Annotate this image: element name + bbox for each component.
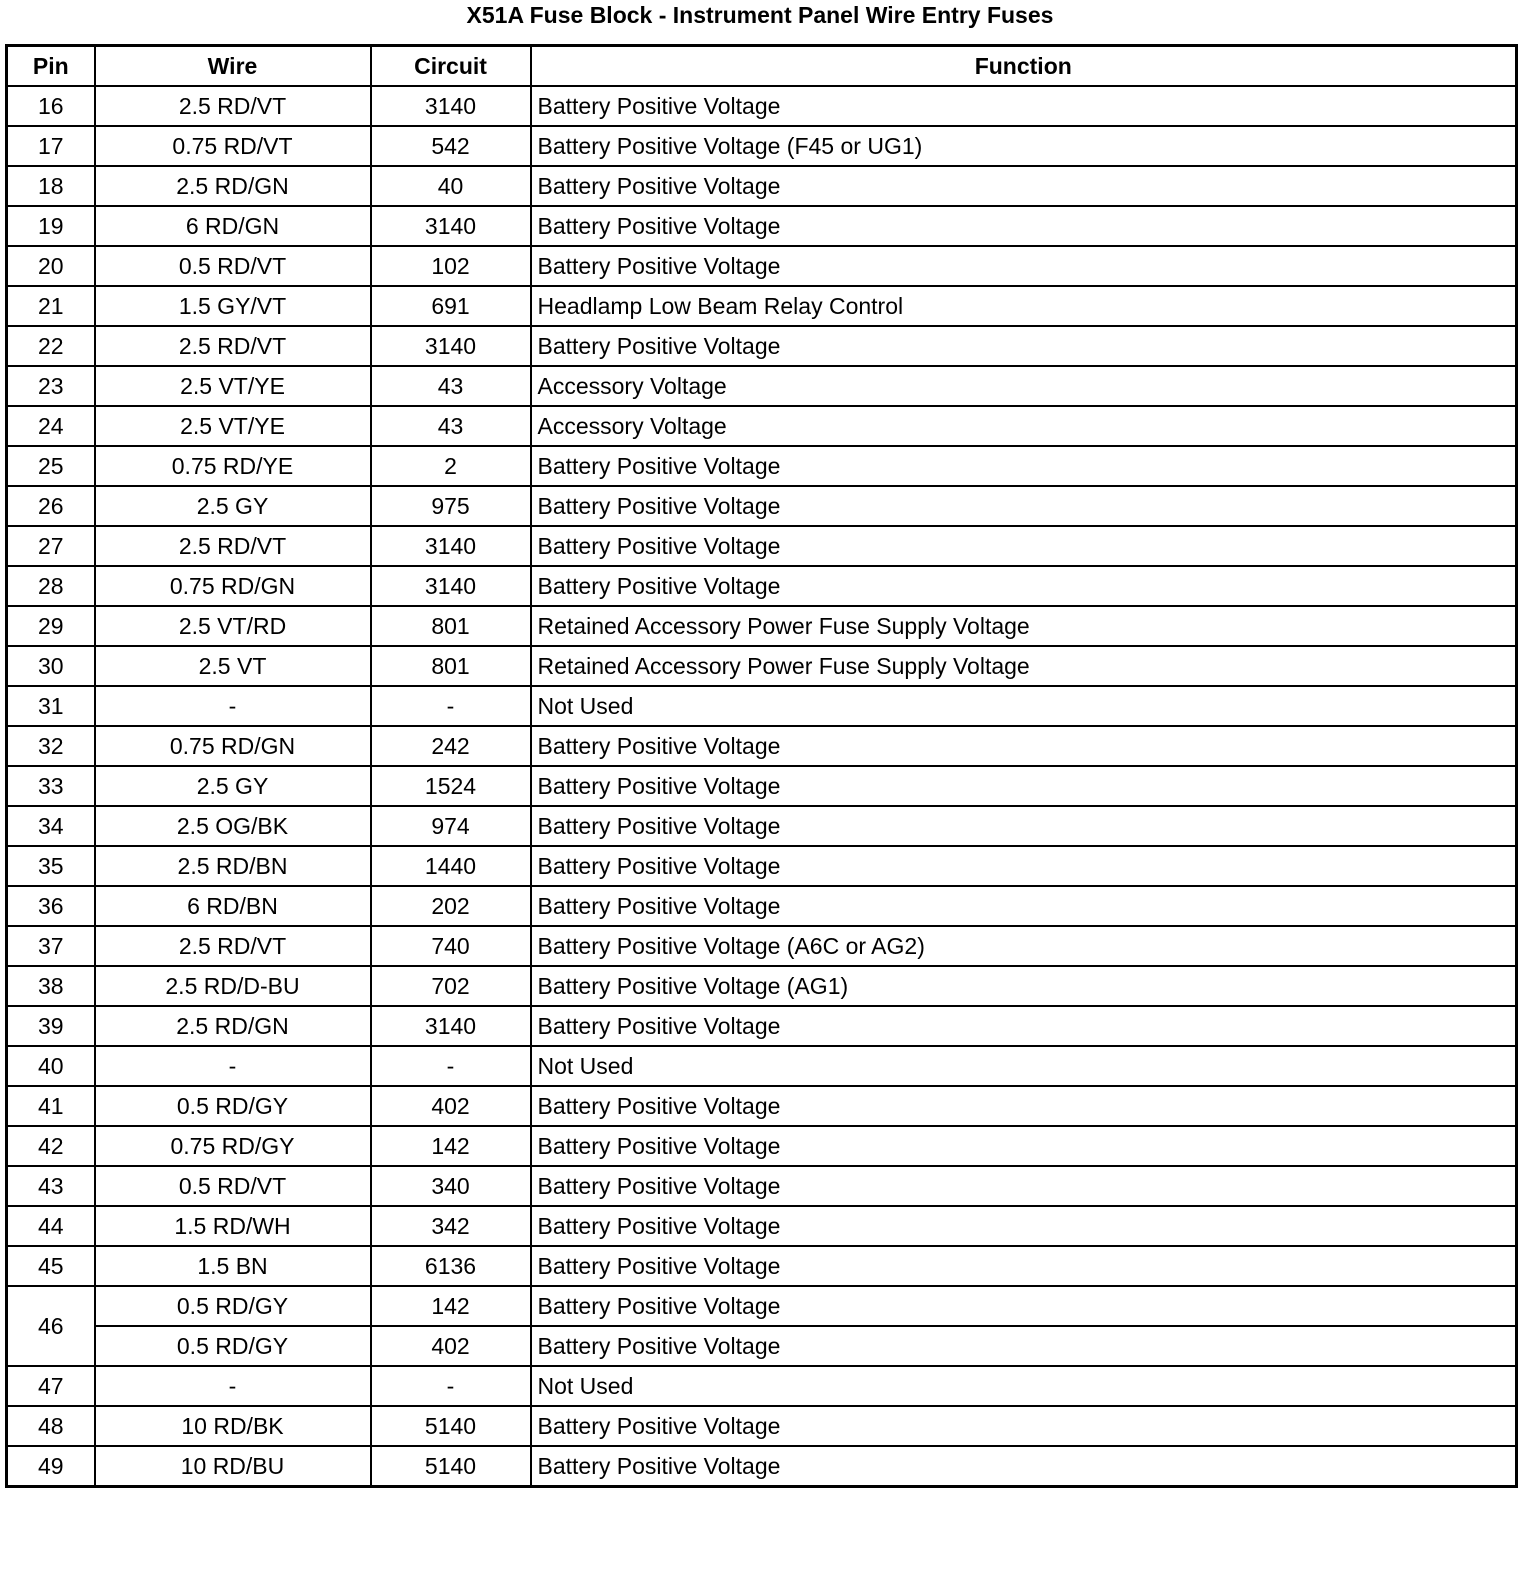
- function-cell: Battery Positive Voltage (A6C or AG2): [531, 926, 1517, 966]
- function-cell: Retained Accessory Power Fuse Supply Voltage: [531, 606, 1517, 646]
- table-row: [7, 846, 1517, 886]
- circuit-cell: 40: [371, 166, 531, 206]
- wire-cell: -: [95, 1366, 371, 1406]
- header-row: [7, 46, 1517, 87]
- circuit-cell: 1524: [371, 766, 531, 806]
- wire-cell: 10 RD/BK: [95, 1406, 371, 1446]
- circuit-cell: 3140: [371, 566, 531, 606]
- table-row: [7, 686, 1517, 726]
- circuit-cell: 691: [371, 286, 531, 326]
- pin-cell: 26: [7, 486, 95, 526]
- pin-cell: 32: [7, 726, 95, 766]
- wire-cell: 2.5 RD/VT: [95, 526, 371, 566]
- pin-cell: 19: [7, 206, 95, 246]
- table-row: [7, 1246, 1517, 1286]
- circuit-cell: 202: [371, 886, 531, 926]
- pin-cell: 21: [7, 286, 95, 326]
- function-cell: Battery Positive Voltage: [531, 566, 1517, 606]
- wire-cell: 2.5 RD/GN: [95, 166, 371, 206]
- function-cell: Battery Positive Voltage: [531, 1206, 1517, 1246]
- wire-cell: 2.5 VT: [95, 646, 371, 686]
- function-cell: Battery Positive Voltage: [531, 166, 1517, 206]
- pin-cell: 35: [7, 846, 95, 886]
- circuit-cell: 402: [371, 1086, 531, 1126]
- table-row: [7, 206, 1517, 246]
- pin-cell: 39: [7, 1006, 95, 1046]
- wire-cell: 2.5 RD/D-BU: [95, 966, 371, 1006]
- wire-cell: 0.5 RD/GY: [95, 1086, 371, 1126]
- table-row: [7, 1046, 1517, 1086]
- pin-cell: 16: [7, 86, 95, 126]
- function-cell: Battery Positive Voltage: [531, 446, 1517, 486]
- function-cell: Battery Positive Voltage: [531, 86, 1517, 126]
- page-title: X51A Fuse Block - Instrument Panel Wire Entry Fuses: [466, 2, 1054, 28]
- function-cell: Battery Positive Voltage: [531, 1126, 1517, 1166]
- pin-cell: 17: [7, 126, 95, 166]
- header-circuit: Circuit: [371, 46, 531, 87]
- wire-cell: 1.5 BN: [95, 1246, 371, 1286]
- table-row: [7, 1126, 1517, 1166]
- pin-cell: 36: [7, 886, 95, 926]
- pin-cell: 49: [7, 1446, 95, 1487]
- wire-cell: 0.5 RD/VT: [95, 246, 371, 286]
- table-row: [7, 1286, 1517, 1326]
- function-cell: Battery Positive Voltage: [531, 1246, 1517, 1286]
- circuit-cell: -: [371, 1366, 531, 1406]
- pin-cell: 27: [7, 526, 95, 566]
- pin-cell: 47: [7, 1366, 95, 1406]
- table-row: [7, 1446, 1517, 1487]
- function-cell: Not Used: [531, 686, 1517, 726]
- function-cell: Battery Positive Voltage: [531, 726, 1517, 766]
- table-row: [7, 1366, 1517, 1406]
- function-cell: Battery Positive Voltage: [531, 846, 1517, 886]
- function-cell: Retained Accessory Power Fuse Supply Voltage: [531, 646, 1517, 686]
- circuit-cell: 43: [371, 406, 531, 446]
- table-row: [7, 326, 1517, 366]
- table-body: [7, 86, 1517, 1487]
- pin-cell: 45: [7, 1246, 95, 1286]
- circuit-cell: -: [371, 686, 531, 726]
- wire-cell: 2.5 GY: [95, 486, 371, 526]
- circuit-cell: 801: [371, 646, 531, 686]
- header-function: Function: [531, 46, 1517, 87]
- function-cell: Battery Positive Voltage: [531, 1006, 1517, 1046]
- circuit-cell: 3140: [371, 206, 531, 246]
- circuit-cell: 1440: [371, 846, 531, 886]
- table-row: [7, 166, 1517, 206]
- wire-cell: 2.5 VT/YE: [95, 366, 371, 406]
- pin-cell: 44: [7, 1206, 95, 1246]
- function-cell: Battery Positive Voltage: [531, 526, 1517, 566]
- function-cell: Battery Positive Voltage: [531, 806, 1517, 846]
- table-row: [7, 1326, 1517, 1366]
- circuit-cell: 974: [371, 806, 531, 846]
- function-cell: Battery Positive Voltage: [531, 326, 1517, 366]
- pin-cell: 46: [7, 1286, 95, 1366]
- wire-cell: 0.5 RD/VT: [95, 1166, 371, 1206]
- pin-cell: 34: [7, 806, 95, 846]
- circuit-cell: 3140: [371, 86, 531, 126]
- circuit-cell: -: [371, 1046, 531, 1086]
- table-row: [7, 606, 1517, 646]
- wire-cell: 0.5 RD/GY: [95, 1286, 371, 1326]
- table-row: [7, 1086, 1517, 1126]
- wire-cell: 6 RD/BN: [95, 886, 371, 926]
- table-row: [7, 966, 1517, 1006]
- pin-cell: 24: [7, 406, 95, 446]
- wire-cell: 1.5 RD/WH: [95, 1206, 371, 1246]
- pin-cell: 43: [7, 1166, 95, 1206]
- function-cell: Battery Positive Voltage: [531, 1446, 1517, 1487]
- function-cell: Accessory Voltage: [531, 406, 1517, 446]
- pin-cell: 33: [7, 766, 95, 806]
- table-row: [7, 1206, 1517, 1246]
- wire-cell: 0.75 RD/VT: [95, 126, 371, 166]
- table-row: [7, 886, 1517, 926]
- table-row: [7, 486, 1517, 526]
- wire-cell: 6 RD/GN: [95, 206, 371, 246]
- pin-cell: 31: [7, 686, 95, 726]
- circuit-cell: 975: [371, 486, 531, 526]
- wire-cell: 0.75 RD/GN: [95, 566, 371, 606]
- pin-cell: 25: [7, 446, 95, 486]
- table-row: [7, 246, 1517, 286]
- wire-cell: 0.75 RD/YE: [95, 446, 371, 486]
- pin-cell: 41: [7, 1086, 95, 1126]
- circuit-cell: 3140: [371, 1006, 531, 1046]
- wire-cell: 2.5 RD/VT: [95, 86, 371, 126]
- function-cell: Headlamp Low Beam Relay Control: [531, 286, 1517, 326]
- circuit-cell: 5140: [371, 1446, 531, 1487]
- table-row: [7, 286, 1517, 326]
- function-cell: Battery Positive Voltage: [531, 1086, 1517, 1126]
- circuit-cell: 542: [371, 126, 531, 166]
- wire-cell: 2.5 RD/VT: [95, 326, 371, 366]
- pin-cell: 30: [7, 646, 95, 686]
- circuit-cell: 2: [371, 446, 531, 486]
- pin-cell: 20: [7, 246, 95, 286]
- circuit-cell: 340: [371, 1166, 531, 1206]
- wire-cell: -: [95, 1046, 371, 1086]
- function-cell: Battery Positive Voltage: [531, 766, 1517, 806]
- wire-cell: 2.5 VT/YE: [95, 406, 371, 446]
- pin-cell: 22: [7, 326, 95, 366]
- function-cell: Battery Positive Voltage: [531, 1406, 1517, 1446]
- wire-cell: -: [95, 686, 371, 726]
- pin-cell: 28: [7, 566, 95, 606]
- header-wire: Wire: [95, 46, 371, 87]
- function-cell: Battery Positive Voltage (F45 or UG1): [531, 126, 1517, 166]
- table-row: [7, 1406, 1517, 1446]
- pin-cell: 42: [7, 1126, 95, 1166]
- wire-cell: 0.75 RD/GY: [95, 1126, 371, 1166]
- circuit-cell: 342: [371, 1206, 531, 1246]
- table-row: [7, 366, 1517, 406]
- circuit-cell: 3140: [371, 326, 531, 366]
- function-cell: Not Used: [531, 1046, 1517, 1086]
- circuit-cell: 6136: [371, 1246, 531, 1286]
- wire-cell: 1.5 GY/VT: [95, 286, 371, 326]
- function-cell: Not Used: [531, 1366, 1517, 1406]
- table-row: [7, 566, 1517, 606]
- function-cell: Accessory Voltage: [531, 366, 1517, 406]
- circuit-cell: 242: [371, 726, 531, 766]
- function-cell: Battery Positive Voltage (AG1): [531, 966, 1517, 1006]
- function-cell: Battery Positive Voltage: [531, 206, 1517, 246]
- function-cell: Battery Positive Voltage: [531, 486, 1517, 526]
- pin-cell: 29: [7, 606, 95, 646]
- function-cell: Battery Positive Voltage: [531, 1286, 1517, 1326]
- wire-cell: 2.5 RD/GN: [95, 1006, 371, 1046]
- circuit-cell: 142: [371, 1126, 531, 1166]
- circuit-cell: 3140: [371, 526, 531, 566]
- circuit-cell: 5140: [371, 1406, 531, 1446]
- pin-cell: 48: [7, 1406, 95, 1446]
- circuit-cell: 740: [371, 926, 531, 966]
- circuit-cell: 43: [371, 366, 531, 406]
- table-row: [7, 766, 1517, 806]
- pin-cell: 38: [7, 966, 95, 1006]
- table-row: [7, 86, 1517, 126]
- table-row: [7, 806, 1517, 846]
- table-row: [7, 726, 1517, 766]
- circuit-cell: 801: [371, 606, 531, 646]
- function-cell: Battery Positive Voltage: [531, 246, 1517, 286]
- wire-cell: 2.5 GY: [95, 766, 371, 806]
- table-row: [7, 1006, 1517, 1046]
- table-row: [7, 646, 1517, 686]
- table-row: [7, 526, 1517, 566]
- table-row: [7, 446, 1517, 486]
- table-row: [7, 406, 1517, 446]
- table-row: [7, 126, 1517, 166]
- circuit-cell: 702: [371, 966, 531, 1006]
- table-row: [7, 926, 1517, 966]
- pin-cell: 40: [7, 1046, 95, 1086]
- circuit-cell: 102: [371, 246, 531, 286]
- function-cell: Battery Positive Voltage: [531, 1166, 1517, 1206]
- wire-cell: 0.5 RD/GY: [95, 1326, 371, 1366]
- pin-cell: 23: [7, 366, 95, 406]
- function-cell: Battery Positive Voltage: [531, 1326, 1517, 1366]
- pin-cell: 37: [7, 926, 95, 966]
- header-pin: Pin: [7, 46, 95, 87]
- wire-cell: 2.5 RD/VT: [95, 926, 371, 966]
- wire-cell: 10 RD/BU: [95, 1446, 371, 1487]
- pin-cell: 18: [7, 166, 95, 206]
- wire-cell: 2.5 VT/RD: [95, 606, 371, 646]
- fuse-table: [5, 44, 1518, 1488]
- function-cell: Battery Positive Voltage: [531, 886, 1517, 926]
- table-row: [7, 1166, 1517, 1206]
- circuit-cell: 402: [371, 1326, 531, 1366]
- wire-cell: 2.5 OG/BK: [95, 806, 371, 846]
- wire-cell: 2.5 RD/BN: [95, 846, 371, 886]
- wire-cell: 0.75 RD/GN: [95, 726, 371, 766]
- circuit-cell: 142: [371, 1286, 531, 1326]
